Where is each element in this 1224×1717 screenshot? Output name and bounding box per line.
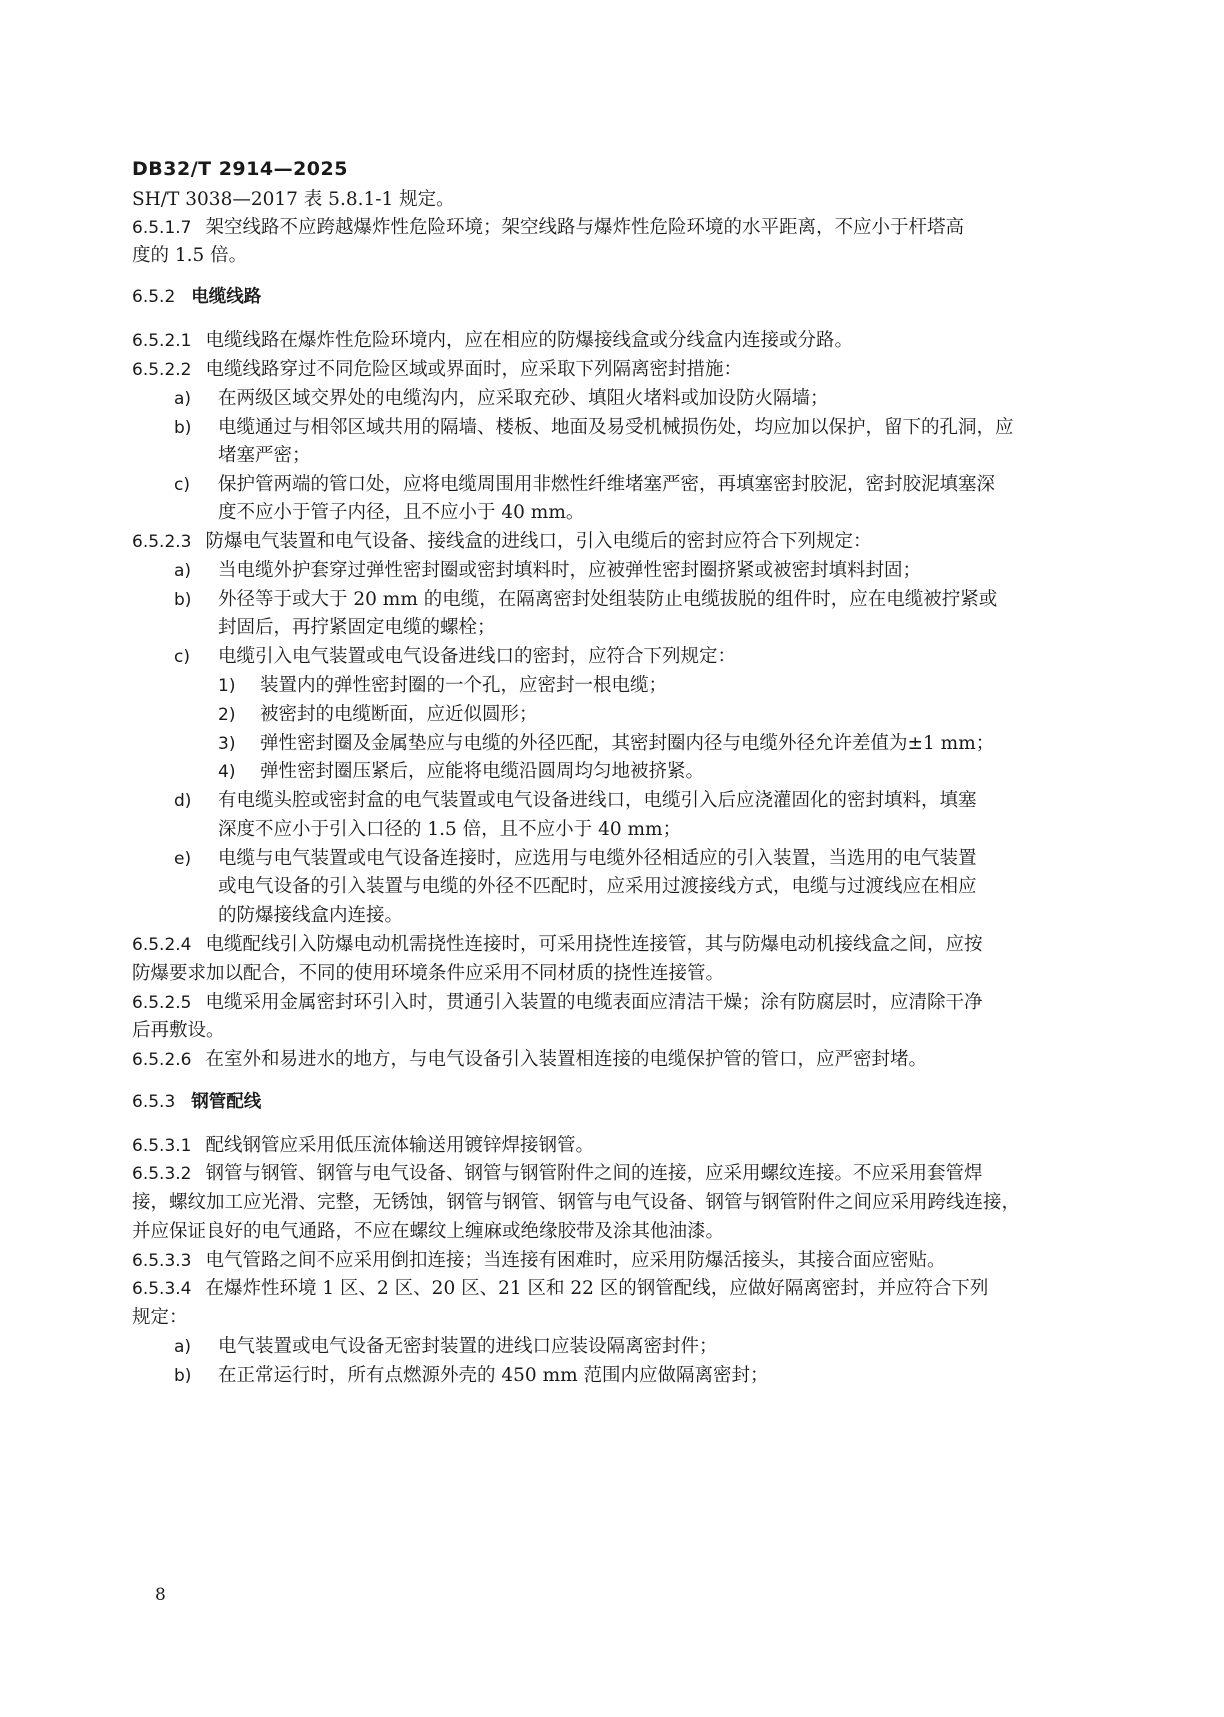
clause-6-5-1-7: 6.5.1.7 架空线路不应跨越爆炸性危险环境；架空线路与爆炸性危险环境的水平距离，不应小于杆塔高 [132,217,964,238]
paragraph-line: 后再敷设。 [132,1020,225,1041]
list-item-continuation: 封固后，再拧紧固定电缆的螺栓； [218,617,496,638]
clause-6-5-3-4: 6.5.3.4 在爆炸性环境 1 区、2 区、20 区、21 区和 22 区的钢管配线，应做好隔离密封，并应符合下列 [132,1278,989,1299]
list-item-b: b) 在正常运行时，所有点燃源外壳的 450 mm 范围内应做隔离密封； [174,1365,769,1386]
list-item-d: d) 有电缆头腔或密封盒的电气装置或电气设备进线口，电缆引入后应浇灌固化的密封填料，填塞 [174,790,977,811]
list-item-a: a) 在两级区域交界处的电缆沟内，应采取充砂、填阻火堵料或加设防火隔墙； [174,388,829,409]
paragraph-line: SH/T 3038—2017 表 5.8.1-1 规定。 [132,189,455,210]
clause-6-5-3-2: 6.5.3.2 钢管与钢管、钢管与电气设备、钢管与钢管附件之间的连接，应采用螺纹连接。不应采用套管焊 [132,1163,983,1184]
sub-item-1: 1) 装置内的弹性密封圈的一个孔，应密封一根电缆； [218,675,668,696]
clause-6-5-2-5: 6.5.2.5 电缆采用金属密封环引入时，贯通引入装置的电缆表面应清洁干燥；涂有防腐层时，应清除干净 [132,992,983,1013]
paragraph-line: 并应保证良好的电气通路，不应在螺纹上缠麻或绝缘胶带及涂其他油漆。 [132,1221,725,1242]
section-heading-6-5-3: 6.5.3 钢管配线 [132,1092,262,1112]
clause-6-5-2-4: 6.5.2.4 电缆配线引入防爆电动机需挠性连接时，可采用挠性连接管，其与防爆电动机接线盒之间，应按 [132,934,983,955]
sub-item-2: 2) 被密封的电缆断面，应近似圆形； [218,704,538,725]
paragraph-line: 防爆要求加以配合，不同的使用环境条件应采用不同材质的挠性连接管。 [132,963,725,984]
list-item-a: a) 当电缆外护套穿过弹性密封圈或密封填料时，应被弹性密封圈挤紧或被密封填料封固； [174,560,922,581]
sub-item-3: 3) 弹性密封圈及金属垫应与电缆的外径匹配，其密封圈内径与电缆外径允许差值为±1 mm； [218,733,995,754]
clause-6-5-3-1: 6.5.3.1 配线钢管应采用低压流体输送用镀锌焊接钢管。 [132,1135,594,1156]
list-item-continuation: 深度不应小于引入口径的 1.5 倍，且不应小于 40 mm； [218,819,682,840]
list-item-continuation: 或电气设备的引入装置与电缆的外径不匹配时，应采用过渡接线方式，电缆与过渡线应在相应 [218,876,977,897]
clause-6-5-2-6: 6.5.2.6 在室外和易进水的地方，与电气设备引入装置相连接的电缆保护管的管口，应严密封堵。 [132,1049,927,1070]
clause-6-5-2-1: 6.5.2.1 电缆线路在爆炸性危险环境内，应在相应的防爆接线盒或分线盒内连接或分路。 [132,330,853,351]
list-item-b: b) 外径等于或大于 20 mm 的电缆，在隔离密封处组装防止电缆拔脱的组件时，应在电缆被拧紧或 [174,589,998,610]
list-item-a: a) 电气装置或电气设备无密封装置的进线口应装设隔离密封件； [174,1336,718,1357]
sub-item-4: 4) 弹性密封圈压紧后，应能将电缆沿圆周均匀地被挤紧。 [218,761,705,782]
paragraph-line: 度的 1.5 倍。 [132,245,248,266]
list-item-continuation: 的防爆接线盒内连接。 [218,905,404,926]
list-item-e: e) 电缆与电气装置或电气设备连接时，应选用与电缆外径相适应的引入装置，当选用的电气装置 [174,848,977,869]
paragraph-line: 接，螺纹加工应光滑、完整，无锈蚀，钢管与钢管、钢管与电气设备、钢管与钢管附件之间应采用跨线连接， [132,1192,1021,1213]
list-item-c: c) 保护管两端的管口处，应将电缆周围用非燃性纤维堵塞严密，再填塞密封胶泥，密封胶泥填塞深 [174,474,996,495]
document-header: DB32/T 2914—2025 [132,158,348,180]
clause-6-5-2-2: 6.5.2.2 电缆线路穿过不同危险区域或界面时，应采取下列隔离密封措施： [132,359,742,380]
list-item-b: b) 电缆通过与相邻区域共用的隔墙、楼板、地面及易受机械损伤处，均应加以保护，留下的孔洞，应 [174,417,1014,438]
section-heading-6-5-2: 6.5.2 电缆线路 [132,287,262,307]
paragraph-line: 规定： [132,1307,188,1328]
list-item-continuation: 度不应小于管子内径，且不应小于 40 mm。 [218,502,585,523]
page-number: 8 [155,1585,166,1605]
clause-6-5-3-3: 6.5.3.3 电气管路之间不应采用倒扣连接；当连接有困难时，应采用防爆活接头，其接合面应密贴。 [132,1250,946,1271]
list-item-c: c) 电缆引入电气装置或电气设备进线口的密封，应符合下列规定： [174,646,737,667]
clause-6-5-2-3: 6.5.2.3 防爆电气装置和电气设备、接线盒的进线口，引入电缆后的密封应符合下列规定： [132,531,872,552]
list-item-continuation: 堵塞严密； [218,445,311,466]
